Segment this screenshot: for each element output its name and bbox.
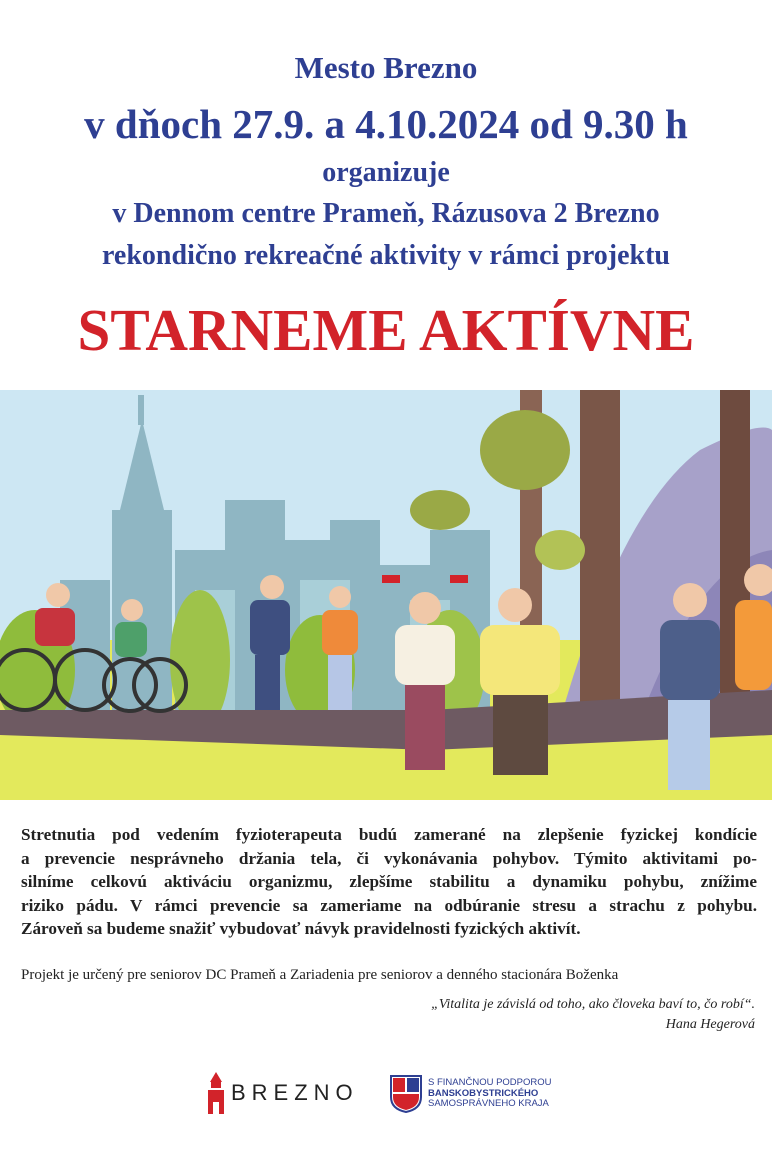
poster-title-activities: rekondično rekreačné aktivity v rámci projektu xyxy=(102,240,670,271)
description-line: Stretnutia pod vedením fyzioterapeuta budú zamerané na zlepšenie fyzickej kondície xyxy=(21,825,757,844)
description-line: riziko pádu. V rámci prevencie sa zameriame na odbúranie stresu a strachu z pohybu. xyxy=(21,895,757,915)
seniors-exercise-illustration xyxy=(0,390,772,800)
quote-author: Hana Hegerová xyxy=(665,1017,755,1032)
brezno-logo-word: BREZNO xyxy=(231,1080,359,1105)
description-line: Zároveň sa budeme snažiť vybudovať návyk pravidelnosti fyzických aktivít. xyxy=(21,919,581,938)
brezno-logo xyxy=(207,1071,359,1115)
activity-description xyxy=(21,823,757,941)
poster-title-venue: v Dennom centre Prameň, Rázusova 2 Brezno xyxy=(112,198,660,229)
brezno-tower-icon xyxy=(207,1072,225,1114)
bbsk-support-text xyxy=(428,1078,552,1110)
poster-title-dates: v dňoch 27.9. a 4.10.2024 od 9.30 h xyxy=(84,101,688,147)
description-line: silníme celkovú aktiváciu organizmu, zlepšíme stabilitu a dynamiku pohybu, znížime xyxy=(21,872,757,891)
description-line: a prevencie nesprávneho držania tela, či vykonávania pohybov. Týmito aktivitami po- xyxy=(21,848,757,868)
bbsk-line-3: SAMOSPRÁVNEHO KRAJA xyxy=(428,1098,549,1110)
poster-headline: STARNEME AKTÍVNE xyxy=(77,297,695,363)
quote-text: „Vitalita je závislá od toho, ako človeka baví to, čo robí“. xyxy=(431,997,755,1012)
bbsk-line-1: S FINANČNOU PODPOROU xyxy=(428,1077,552,1089)
bbsk-coat-of-arms-icon xyxy=(390,1075,422,1113)
quote-block xyxy=(431,995,755,1035)
poster-title-city: Mesto Brezno xyxy=(294,50,478,85)
poster-title-organizes: organizuje xyxy=(322,157,450,188)
bbsk-line-2: BANSKOBYSTRICKÉHO xyxy=(428,1087,539,1099)
project-note: Projekt je určený pre seniorov DC Prameň a Zariadenia pre seniorov a denného stacionára Boženka xyxy=(21,967,619,983)
bbsk-support-logo xyxy=(390,1074,552,1114)
